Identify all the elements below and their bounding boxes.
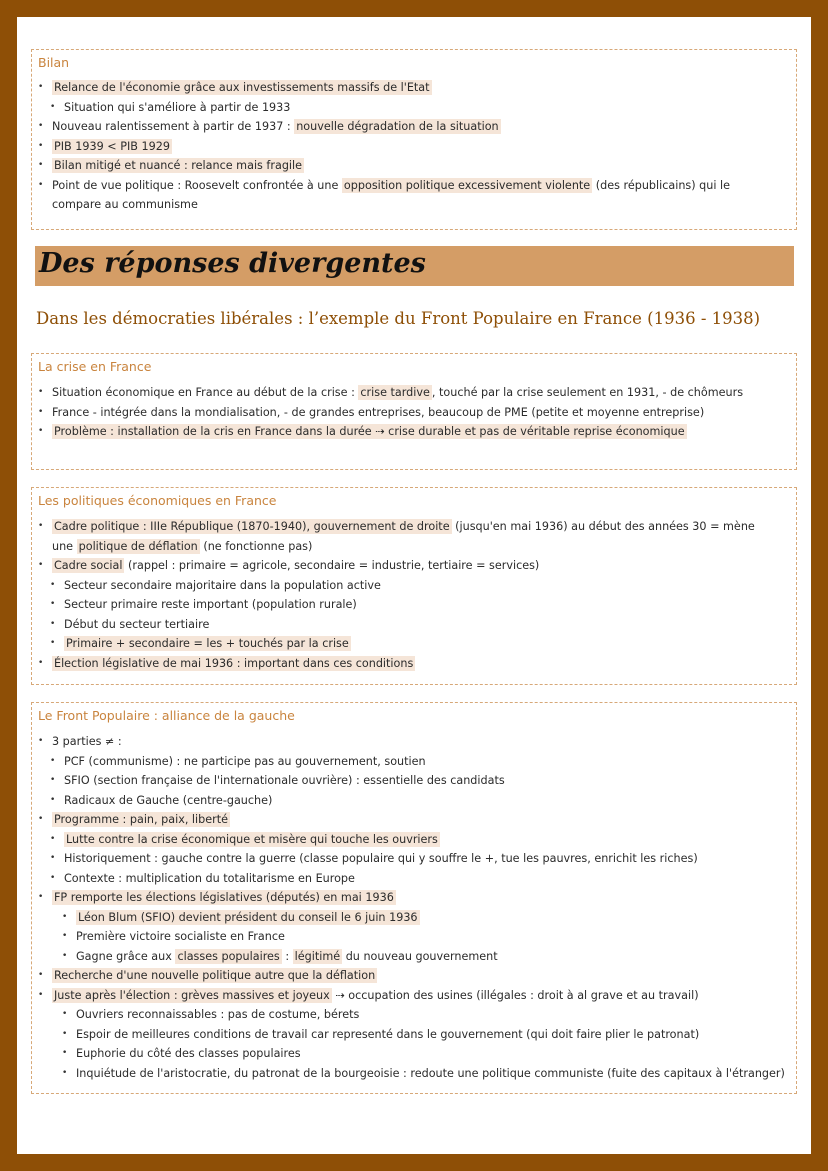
list-item — [32, 1025, 796, 1045]
item-text: crise tardive — [360, 386, 430, 399]
item-text: , touché par la crise seulement en 1931, - de chômeurs — [431, 386, 744, 399]
list-item — [32, 422, 796, 442]
item-text: politique de déflation — [78, 539, 198, 553]
item-text: Radicaux de Gauche (centre-gauche) — [64, 793, 273, 807]
item-text: Inquiétude de l'aristocratie, du patronat de la bourgeoisie : redoute une politique communiste (fuite des capitaux à l'étranger) — [76, 1066, 785, 1080]
list-item — [32, 752, 796, 772]
item-text: Espoir de meilleures conditions de travail car representé dans le gouvernement (qui doit faire plier le patronat) — [76, 1027, 700, 1041]
item-text: Léon Blum (SFIO) devient président du conseil le 6 juin 1936 — [78, 910, 418, 924]
politiques-list — [32, 517, 796, 673]
bilan-list — [32, 78, 796, 215]
list-item — [32, 732, 796, 752]
subtitle: Dans les démocraties libérales : l’exemple du Front Populaire en France (1936 - 1938) — [36, 309, 761, 328]
section-title: Des réponses divergentes — [39, 248, 426, 279]
item-text: (ne fonctionne pas) — [199, 539, 313, 553]
list-item — [32, 1064, 796, 1084]
list-item — [32, 771, 796, 791]
item-text: Euphorie du côté des classes populaires — [76, 1047, 301, 1060]
document-page — [17, 17, 811, 1154]
item-text: Secteur secondaire majoritaire dans la population active — [64, 578, 381, 592]
item-text: FP remporte les élections législatives (députés) en mai 1936 — [54, 891, 394, 904]
item-text: Recherche d'une nouvelle politique autre que la déflation — [54, 969, 376, 982]
item-text: légitimé — [294, 949, 341, 963]
item-text: Juste après l'élection : grèves massives et joyeux — [54, 988, 330, 1002]
list-item — [32, 137, 796, 157]
item-text: nouvelle dégradation de la situation — [296, 120, 499, 133]
list-item — [32, 615, 796, 635]
list-item — [32, 1044, 796, 1064]
item-text: Nouveau ralentissement à partir de 1937 : — [52, 120, 295, 133]
item-text: (rappel : primaire = agricole, secondaire = industrie, tertiaire = services) — [124, 559, 540, 572]
front-box — [31, 702, 797, 1094]
item-text: Primaire + secondaire = les + touchés par la crise — [66, 637, 349, 650]
list-item — [32, 117, 796, 137]
item-text: Début du secteur tertiaire — [64, 617, 210, 631]
item-text: (des républicains) qui le compare au communisme — [52, 178, 731, 211]
item-text: Secteur primaire reste important (population rurale) — [64, 598, 357, 611]
politiques-title: Les politiques économiques en France — [38, 493, 277, 508]
item-text: Élection législative de mai 1936 : important dans ces conditions — [54, 656, 414, 670]
item-text: 3 parties ≠ : — [52, 735, 122, 748]
item-text: Bilan mitigé et nuancé : relance mais fragile — [54, 159, 303, 172]
list-item — [32, 517, 796, 556]
crise-title: La crise en France — [38, 359, 152, 374]
item-text: Ouvriers reconnaissables : pas de costume, bérets — [76, 1008, 360, 1021]
item-text: classes populaires — [177, 949, 280, 963]
item-text: PIB 1939 < PIB 1929 — [54, 139, 170, 153]
list-item — [32, 830, 796, 850]
item-text: Situation économique en France au début de la crise : — [52, 386, 359, 399]
list-item — [32, 888, 796, 908]
list-item — [32, 576, 796, 596]
item-text: Cadre politique : IIIe République (1870-1940), gouvernement de droite — [54, 520, 450, 533]
item-text: France - intégrée dans la mondialisation, - de grandes entreprises, beaucoup de PME (petite et moyenne entreprise) — [52, 405, 705, 419]
item-text: Situation qui s'améliore à partir de 1933 — [64, 100, 291, 114]
item-text: (jusqu'en mai 1936) au début des années 30 = mène une — [52, 520, 755, 553]
item-text: Gagne grâce aux — [76, 949, 176, 963]
item-text: Lutte contre la crise économique et misère qui touche les ouvriers — [66, 832, 438, 846]
crise-box — [31, 353, 797, 470]
list-item — [32, 810, 796, 830]
list-item — [32, 78, 796, 98]
list-item — [32, 908, 796, 928]
item-text: SFIO (section française de l'internationale ouvrière) : essentielle des candidats — [64, 774, 505, 787]
front-title: Le Front Populaire : alliance de la gauche — [38, 708, 295, 723]
item-text: Contexte : multiplication du totalitarisme en Europe — [64, 871, 355, 885]
list-item — [32, 791, 796, 811]
item-text: Cadre social — [54, 559, 123, 572]
item-text: Problème : installation de la cris en France dans la durée ⇢ crise durable et pas de véritable reprise économique — [54, 425, 685, 438]
list-item — [32, 947, 796, 967]
list-item — [32, 156, 796, 176]
list-item — [32, 595, 796, 615]
item-text: Point de vue politique : Roosevelt confrontée à une — [52, 178, 342, 192]
item-text: du nouveau gouvernement — [342, 949, 498, 963]
list-item — [32, 634, 796, 654]
item-text: opposition politique excessivement violente — [343, 178, 591, 192]
item-text: : — [281, 949, 293, 963]
list-item — [32, 849, 796, 869]
item-text: Première victoire socialiste en France — [76, 930, 285, 943]
bilan-title: Bilan — [38, 55, 70, 70]
item-text: PCF (communisme) : ne participe pas au gouvernement, soutien — [64, 754, 426, 768]
item-text: ⇢ occupation des usines (illégales : droit à al grave et au travail) — [331, 988, 699, 1002]
list-item — [32, 986, 796, 1006]
list-item — [32, 654, 796, 674]
crise-list — [32, 383, 796, 442]
item-text: Historiquement : gauche contre la guerre (classe populaire qui y souffre le +, tue les pauvres, enrichit les riches) — [64, 852, 698, 865]
list-item — [32, 556, 796, 576]
politiques-box — [31, 487, 797, 685]
item-text: Programme : pain, paix, liberté — [54, 813, 229, 826]
list-item — [32, 1005, 796, 1025]
front-list — [32, 732, 796, 1083]
list-item — [32, 966, 796, 986]
bilan-box — [31, 49, 797, 230]
section-banner — [35, 246, 794, 286]
list-item — [32, 403, 796, 423]
list-item — [32, 176, 796, 215]
list-item — [32, 98, 796, 118]
list-item — [32, 927, 796, 947]
list-item — [32, 383, 796, 403]
list-item — [32, 869, 796, 889]
item-text: Relance de l'économie grâce aux investissements massifs de l'Etat — [54, 81, 430, 94]
